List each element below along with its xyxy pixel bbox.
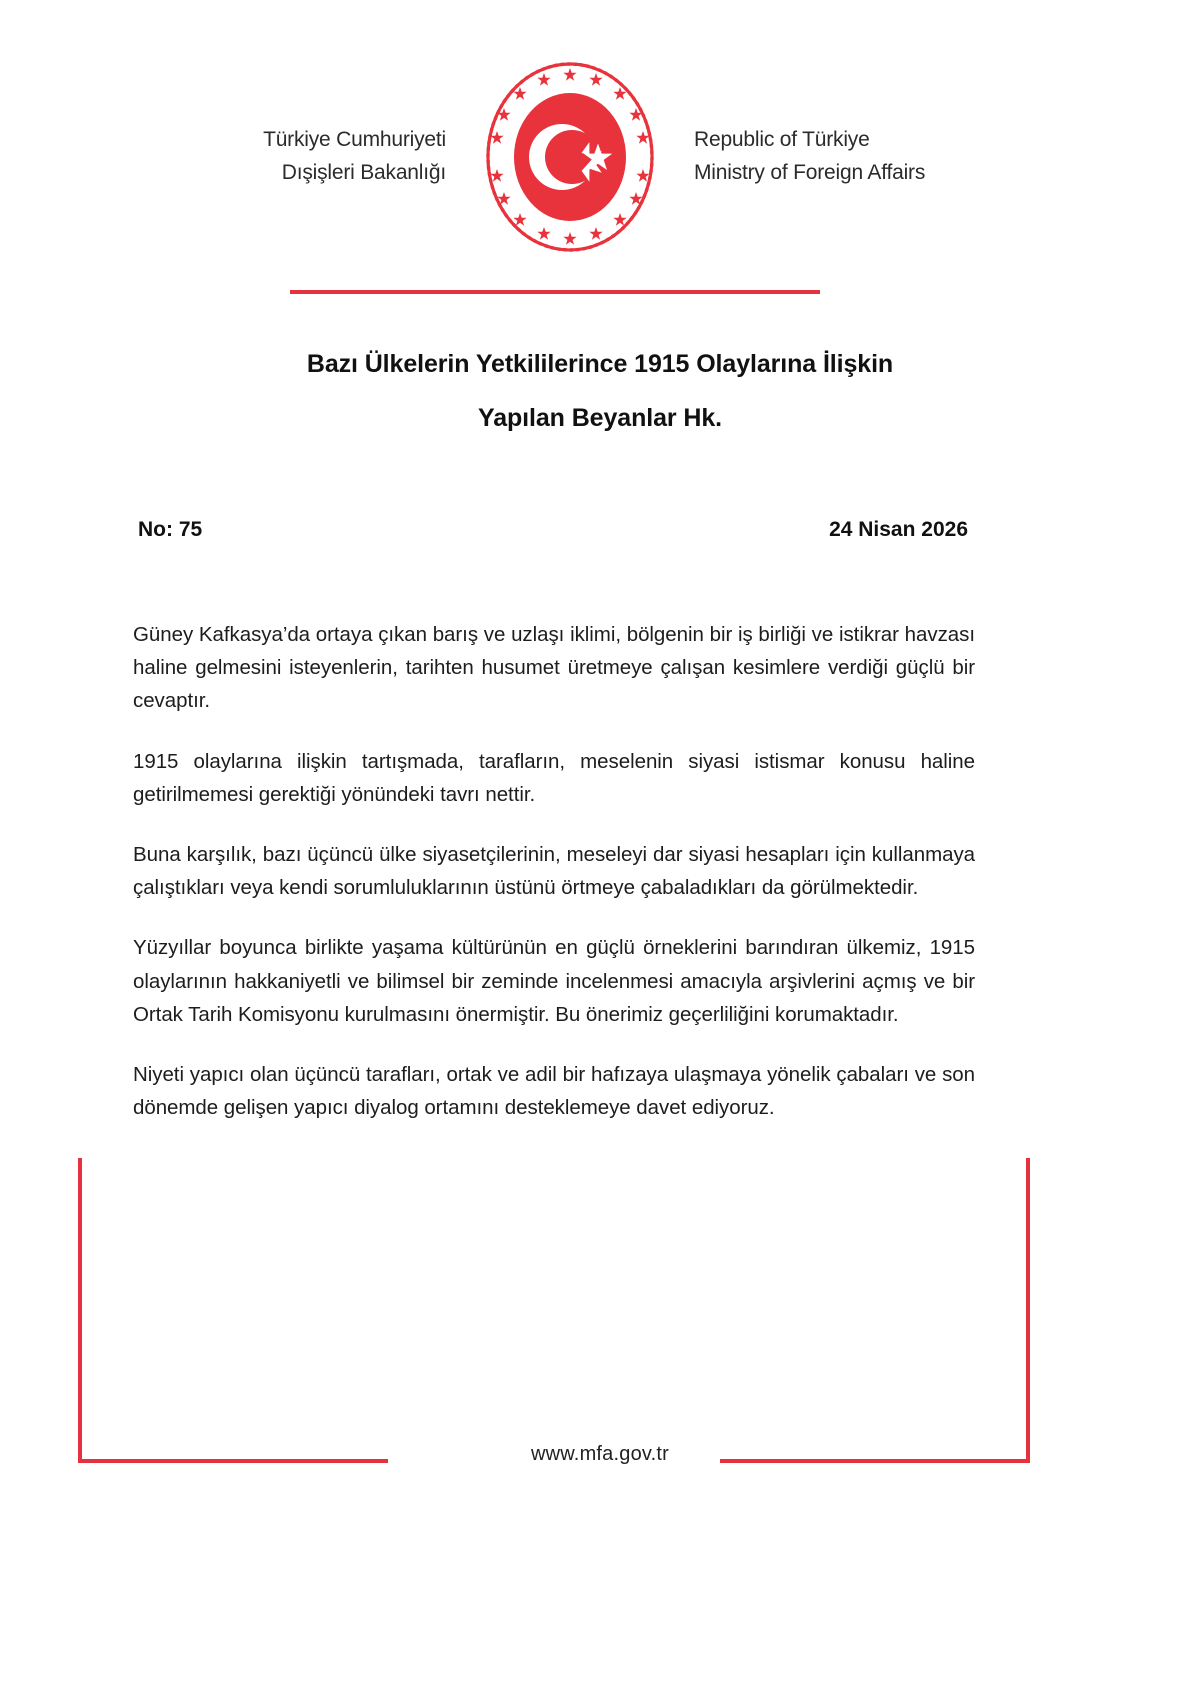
release-date: 24 Nisan 2026 [829, 518, 968, 541]
header-divider-rule [290, 290, 820, 294]
document-meta [138, 518, 968, 542]
page-title-line1: Bazı Ülkelerin Yetkililerince 1915 Olaylarına İlişkin [306, 350, 894, 378]
body-paragraph: Niyeti yapıcı olan üçüncü tarafları, ortak ve adil bir hafızaya ulaşmaya yönelik çabaları ve son dönemde gelişen yapıcı diyalog ortamını desteklemeye davet ediyoruz. [133, 1063, 975, 1120]
ministry-name-english-line2: Ministry of Foreign Affairs [694, 161, 926, 184]
turkish-mfa-emblem-icon [480, 59, 660, 255]
body-paragraph: Buna karşılık, bazı üçüncü ülke siyasetçilerinin, meseleyi dar siyasi hesapları için kullanmaya çalıştıkları veya kendi sorumluluklarının üstünü örtmeye çabaladıkları da görülmektedir. [133, 843, 975, 900]
page-title [150, 352, 1050, 431]
body-paragraph: 1915 olaylarına ilişkin tartışmada, tarafların, meselenin siyasi istismar konusu haline getirilmemesi gerektiği yönündeki tavrı nettir. [133, 749, 975, 806]
footer-website-url[interactable]: www.mfa.gov.tr [530, 1443, 669, 1465]
ministry-name-english [694, 124, 964, 189]
document-body [133, 618, 975, 1124]
footer [0, 1443, 1200, 1466]
ministry-name-turkish-line1: Türkiye Cumhuriyeti [263, 128, 446, 152]
frame-right-vertical-rule [1026, 1158, 1030, 1463]
ministry-name-turkish [236, 124, 446, 189]
ministry-name-turkish-line2: Dışişleri Bakanlığı [281, 161, 446, 184]
ministry-name-english-line1: Republic of Türkiye [694, 128, 870, 152]
document-header [0, 52, 1200, 262]
page-title-line2: Yapılan Beyanlar Hk. [478, 404, 722, 432]
frame-left-vertical-rule [78, 1158, 82, 1463]
body-paragraph: Güney Kafkasya’da ortaya çıkan barış ve uzlaşı iklimi, bölgenin bir iş birliği ve istikrar havzası haline gelmesini isteyenlerin, tarihten husumet üretmeye çalışan kesimlere verdiği güçlü bir cevaptır. [133, 623, 975, 713]
release-number: No: 75 [138, 518, 203, 541]
body-paragraph: Yüzyıllar boyunca birlikte yaşama kültürünün en güçlü örneklerini barındıran ülkemiz, 1915 olaylarının hakkaniyetli ve bilimsel bir zeminde incelenmesi amacıyla arşivlerini açmış ve bir Ortak Tarih Komisyonu kurulmasını önermiştir. Bu önerimiz geçerliliğini korumaktadır. [133, 936, 975, 1026]
